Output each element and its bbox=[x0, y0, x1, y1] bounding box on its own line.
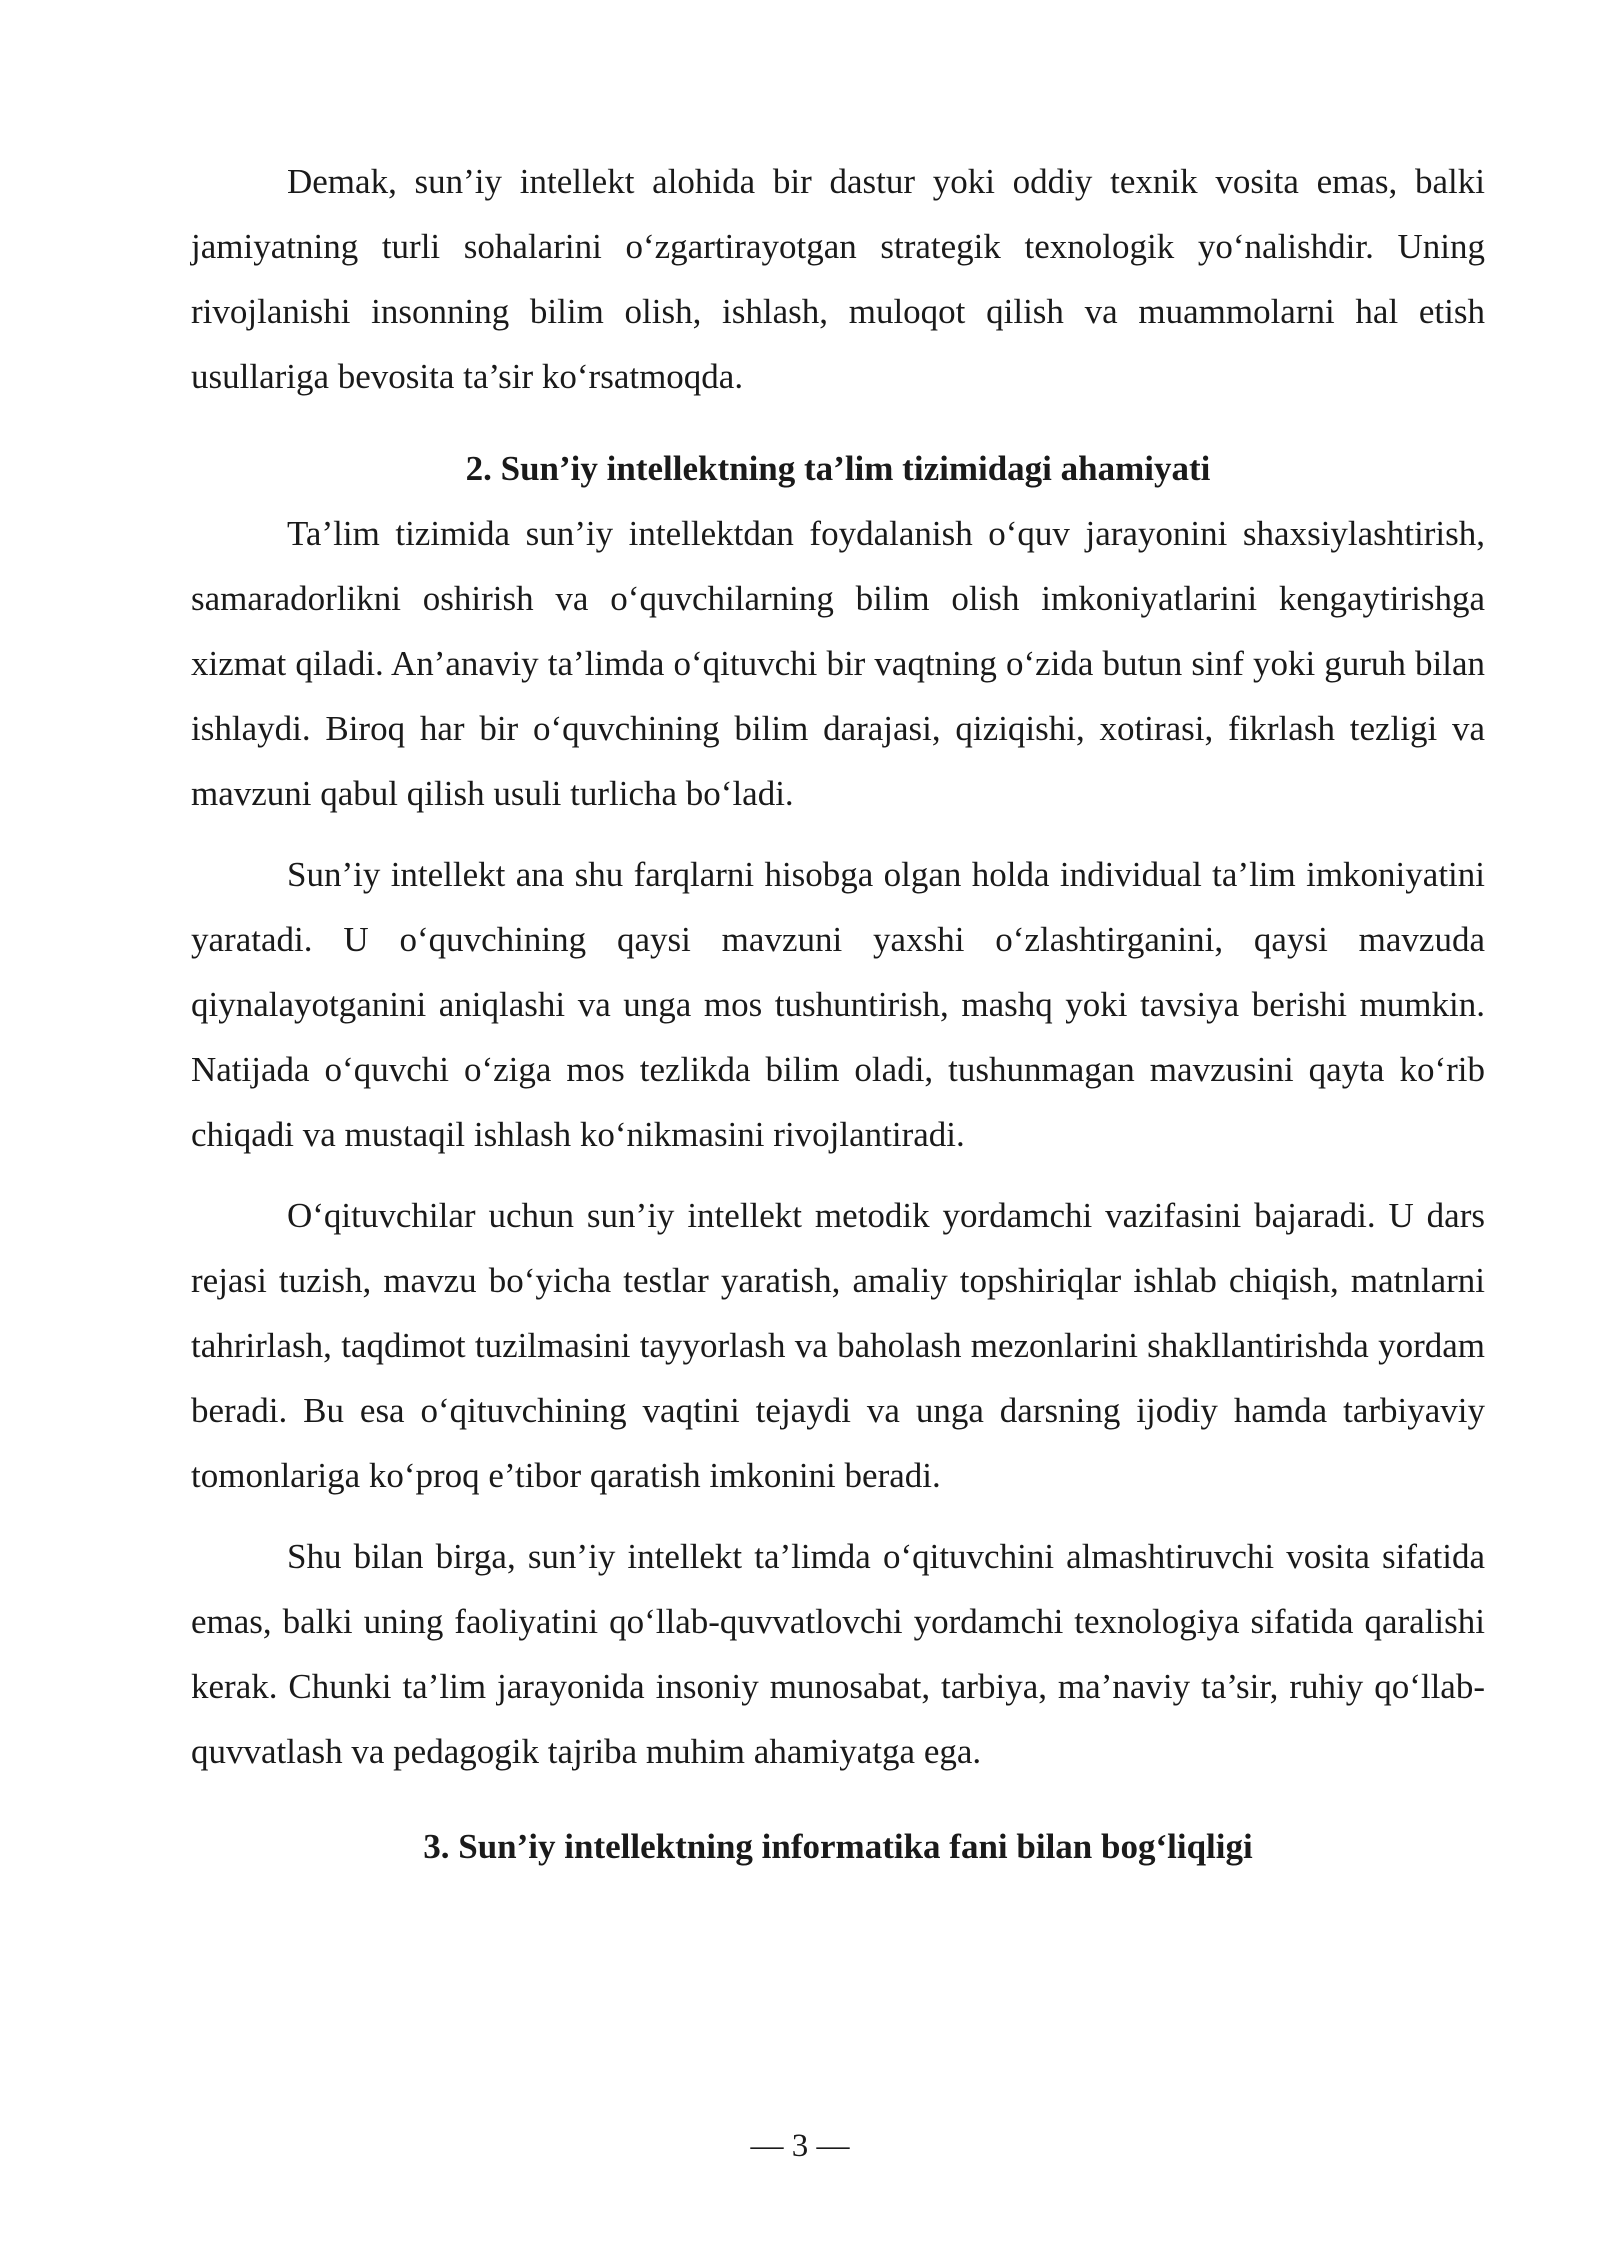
text-column bbox=[191, 149, 1485, 1879]
paragraph-section-2-4: Shu bilan birga, sun’iy intellekt ta’limda o‘qituvchini almashtiruvchi vosita sifatida emas, balki uning faoliyatini qo‘llab-quvvatlovchi yordamchi texnologiya sifatida qaralishi kerak. Chunki ta’lim jarayonida insoniy munosabat, tarbiya, ma’naviy ta’sir, ruhiy qo‘llab-quvvatlash va pedagogik tajriba muhim ahamiyatga ega. bbox=[191, 1537, 1485, 1771]
paragraph-spacer bbox=[191, 1508, 1485, 1524]
page-number: — 3 — bbox=[750, 2128, 850, 2164]
paragraph-section-2-2: Sun’iy intellekt ana shu farqlarni hisobga olgan holda individual ta’lim imkoniyatini yaratadi. U o‘quvchining qaysi mavzuni yaxshi o‘zlashtirganini, qaysi mavzuda qiynalayotganini aniqlashi va unga mos tushuntirish, mashq yoki tavsiya berishi mumkin. Natijada o‘quvchi o‘ziga mos tezlikda bilim oladi, tushunmagan mavzusini qayta ko‘rib chiqadi va mustaqil ishlash ko‘nikmasini rivojlantiradi. bbox=[191, 855, 1485, 1154]
paragraph-section-2-3: O‘qituvchilar uchun sun’iy intellekt metodik yordamchi vazifasini bajaradi. U dars rejasi tuzish, mavzu bo‘yicha testlar yaratish, amaliy topshiriqlar ishlab chiqish, matnlarni tahrirlash, taqdimot tuzilmasini tayyorlash va baholash mezonlarini shakllantirishda yordam beradi. Bu esa o‘qituvchining vaqtini tejaydi va unga darsning ijodiy hamda tarbiyaviy tomonlariga ko‘proq e’tibor qaratish imkonini beradi. bbox=[191, 1196, 1485, 1495]
paragraph-spacer bbox=[191, 1167, 1485, 1183]
paragraph-intro-conclusion: Demak, sun’iy intellekt alohida bir dastur yoki oddiy texnik vosita emas, balki jamiyatning turli sohalarini o‘zgartirayotgan strategik texnologik yo‘nalishdir. Uning rivojlanishi insonning bilim olish, ishlash, muloqot qilish va muammolarni hal etish usullariga bevosita ta’sir ko‘rsatmoqda. bbox=[191, 162, 1485, 396]
section-3-heading: 3. Sun’iy intellektning informatika fani bilan bog‘liqligi bbox=[423, 1827, 1253, 1866]
paragraph-spacer bbox=[191, 826, 1485, 842]
paragraph-section-2-1: Ta’lim tizimida sun’iy intellektdan foydalanish o‘quv jarayonini shaxsiylashtirish, samaradorlikni oshirish va o‘quvchilarning bilim olish imkoniyatlarini kengaytirishga xizmat qiladi. An’anaviy ta’limda o‘qituvchi bir vaqtning o‘zida butun sinf yoki guruh bilan ishlaydi. Biroq har bir o‘quvchining bilim darajasi, qiziqishi, xotirasi, fikrlash tezligi va mavzuni qabul qilish usuli turlicha bo‘ladi. bbox=[191, 514, 1485, 813]
section-2-heading: 2. Sun’iy intellektning ta’lim tizimidagi ahamiyati bbox=[465, 449, 1211, 488]
